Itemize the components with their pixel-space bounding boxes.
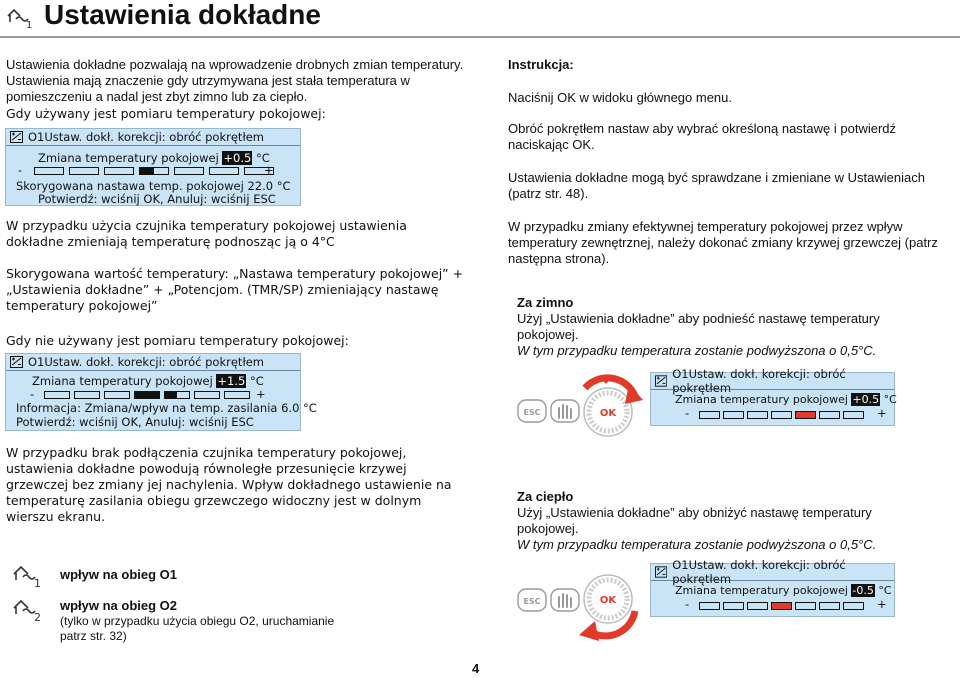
lcd-minus: - <box>685 406 690 420</box>
without-sensor-heading: Gdy nie używany jest pomiaru temperatury pokojowej: <box>6 333 349 348</box>
lcd-screen-decrease <box>650 558 895 617</box>
lcd-plus: + <box>877 597 887 611</box>
hand-icon <box>551 589 579 611</box>
instruction-1: Naciśnij OK w widoku głównego menu. <box>508 90 732 105</box>
page-title: Ustawienia dokładne <box>44 0 321 30</box>
lcd-unit: °C <box>878 584 892 597</box>
with-sensor-heading: Gdy używany jest pomiaru temperatury pokojowej: <box>6 106 326 121</box>
svg-text:ESC: ESC <box>523 408 541 417</box>
esc-button[interactable] <box>518 589 546 611</box>
lcd-plus: + <box>264 163 274 177</box>
ok-dial[interactable] <box>584 388 632 436</box>
intro-text: Ustawienia dokładne pozwalają na wprowadzenie drobnych zmian temperatury. Ustawienia mają znaczenie gdy utrzymywana jest stała temperatura w pomieszczeniu a nadal jest zbyt zimno lub za ciepło. <box>6 57 464 104</box>
instruction-3: Ustawienia dokładne mogą być sprawdzane i zmieniane w Ustawieniach (patrz str. 48). <box>508 170 925 201</box>
circuit-o1-icon <box>10 131 23 143</box>
legend-o1: wpływ na obieg O1 <box>60 567 178 582</box>
lcd-line1-label: Zmiana temperatury pokojowej <box>675 393 848 406</box>
lcd-adjust-bar <box>44 391 250 399</box>
circuit-o1-icon <box>655 375 667 387</box>
cold-note: W tym przypadku temperatura zostanie podwyższona o 0,5°C. <box>517 343 877 358</box>
lcd-minus: - <box>685 597 690 611</box>
lcd-adjust-bar <box>699 602 864 610</box>
lcd-header: O1Ustaw. dokł. korekcji: obróć pokrętłem <box>672 367 846 395</box>
svg-text:OK: OK <box>599 408 617 419</box>
lcd-line4: Potwierdź: wciśnij OK, Anuluj: wciśnij ESC <box>38 192 276 206</box>
svg-text:1: 1 <box>34 577 41 588</box>
lcd-unit: °C <box>883 393 897 406</box>
lcd-adjust-bar <box>699 411 864 419</box>
circuit-o1-icon <box>12 564 46 588</box>
svg-text:2: 2 <box>34 611 41 622</box>
lcd-screen-increase <box>650 367 897 426</box>
lcd-value-highlight: -0.5 <box>852 584 874 597</box>
lcd-unit: °C <box>250 374 264 388</box>
svg-text:ESC: ESC <box>523 597 541 606</box>
page-number: 4 <box>472 661 480 676</box>
lcd-line1-label: Zmiana temperatury pokojowej <box>32 374 213 388</box>
lcd-header: O1Ustaw. dokł. korekcji: obróć pokrętłem <box>28 355 264 369</box>
lcd-header: O1Ustaw. dokł. korekcji: obróć pokrętłem <box>672 558 846 586</box>
control-panel-increase <box>515 360 647 448</box>
title-rule <box>0 36 960 38</box>
instruction-heading: Instrukcja: <box>508 57 574 72</box>
lcd-line1-label: Zmiana temperatury pokojowej <box>675 584 848 597</box>
lcd-header: O1Ustaw. dokł. korekcji: obróć pokrętłem <box>28 130 264 144</box>
cold-text: Użyj „Ustawienia dokładne” aby podnieść nastawę temperatury pokojowej. <box>517 311 880 342</box>
cold-heading: Za zimno <box>517 295 574 310</box>
lcd-minus: - <box>18 163 23 177</box>
lcd-adjust-bar <box>34 167 274 175</box>
lcd-line1-label: Zmiana temperatury pokojowej <box>38 151 219 165</box>
legend-o2: wpływ na obieg O2 <box>60 598 178 613</box>
sensor-text: W przypadku użycia czujnika temperatury pokojowej ustawienia dokładne zmieniają temperaturę podnosząc ją o 4°C <box>6 218 407 249</box>
lcd-plus: + <box>256 387 266 401</box>
warm-heading: Za ciepło <box>517 489 574 504</box>
circuit-o2-icon <box>12 598 46 622</box>
lcd-screen-with-sensor <box>5 128 301 206</box>
circuit-o1-icon <box>10 356 23 368</box>
lcd-value-highlight: +1.5 <box>217 374 246 388</box>
svg-text:OK: OK <box>599 595 617 606</box>
warm-note: W tym przypadku temperatura zostanie podwyższona o 0,5°C. <box>517 537 877 552</box>
legend-o2-note: (tylko w przypadku użycia obiegu O2, uruchamianie patrz str. 32) <box>60 614 335 643</box>
lcd-value-highlight: +0.5 <box>223 151 252 165</box>
ok-dial[interactable] <box>584 575 632 623</box>
control-panel-decrease <box>515 555 647 647</box>
warm-text: Użyj „Ustawienia dokładne” aby obniżyć nastawę temperatury pokojowej. <box>517 505 872 536</box>
hand-icon <box>551 400 579 422</box>
circuit-o1-icon <box>655 566 667 578</box>
lcd-screen-without-sensor <box>5 353 317 431</box>
lcd-line3: Informacja: Zmiana/wpływ na temp. zasilania 6.0 °C <box>16 401 317 415</box>
no-sensor-text: W przypadku brak podłączenia czujnika temperatury pokojowej, ustawienia dokładne powodują równoległe przesunięcie krzywej grzewczej bez zmiany jej nachylenia. Wpływ dokładnego ustawienie na temperaturę zasilania obiegu grzewczego widoczny jest w dolnym wierszu ekranu. <box>6 445 452 524</box>
lcd-plus: + <box>877 406 887 420</box>
instruction-4: W przypadku zmiany efektywnej temperatury pokojowej przez wpływ temperatury zewnętrznej, należy dokonać zmiany krzywej grzewczej (patrz następna strona). <box>508 219 938 266</box>
svg-text:1: 1 <box>26 20 33 29</box>
lcd-line3: Skorygowana nastawa temp. pokojowej 22.0 °C <box>16 179 291 193</box>
formula-text: Skorygowana wartość temperatury: „Nastawa temperatury pokojowej” + „Ustawienia dokładne” + „Potencjom. (TMR/SP) zmieniający nastawę temperatury pokojowej” <box>6 266 464 313</box>
circuit-o1-icon <box>6 7 36 29</box>
instruction-2: Obróć pokrętłem nastaw aby wybrać określoną nastawę i potwierdź naciskając OK. <box>508 121 897 152</box>
lcd-value-highlight: +0.5 <box>852 393 880 406</box>
esc-button[interactable] <box>518 400 546 422</box>
lcd-minus: - <box>30 387 35 401</box>
lcd-unit: °C <box>256 151 270 165</box>
lcd-line4: Potwierdź: wciśnij OK, Anuluj: wciśnij ESC <box>16 415 254 429</box>
